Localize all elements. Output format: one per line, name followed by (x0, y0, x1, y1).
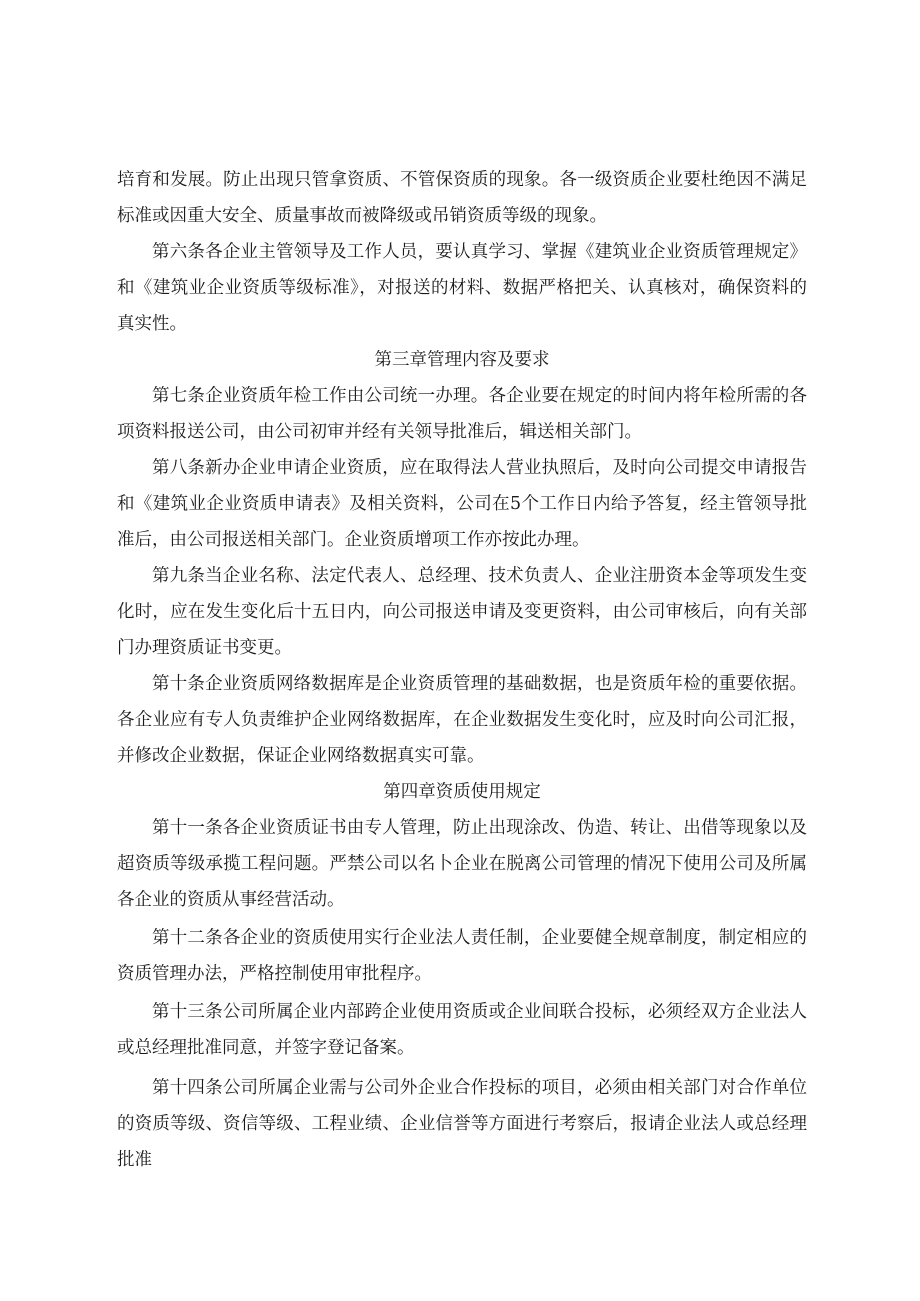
chapter-4-heading: 第四章资质使用规定 (383, 782, 541, 802)
article-13: 第十三条公司所属企业内部跨企业使用资质或企业间联合投标，必须经双方企业法人或总经理批准同意，并签字登记备案。 (117, 1002, 807, 1058)
article-11: 第十一条各企业资质证书由专人管理，防止出现涂改、伪造、转让、出借等现象以及超资质等级承揽工程问题。严禁公司以名卜企业在脱离公司管理的情况下使用公司及所属各企业的资质从事经营活动。 (117, 818, 807, 910)
article-7: 第七条企业资质年检工作由公司统一办理。各企业要在规定的时间内将年检所需的各项资料报送公司，由公司初审并经有关领导批准后，辑送相关部门。 (117, 386, 807, 442)
article-12: 第十二条各企业的资质使用实行企业法人责任制，企业要健全规章制度，制定相应的资质管理办法，严格控制使用审批程序。 (117, 928, 807, 984)
article-8: 第八条新办企业申请企业资质，应在取得法人营业执照后，及时向公司提交申请报告和《建筑业企业资质申请表》及相关资料，公司在5个工作日内给予答复，经主管领导批准后，由公司报送相关部门。企业资质增项工作亦按此办理。 (117, 458, 807, 550)
chapter-3-heading: 第三章管理内容及要求 (374, 350, 550, 370)
document-page (117, 162, 807, 1178)
article-10: 第十条企业资质网络数据库是企业资质管理的基础数据，也是资质年检的重要依据。各企业应有专人负责维护企业网络数据库，在企业数据发生变化时，应及时向公司汇报，并修改企业数据，保证企业网络数据真实可靠。 (117, 674, 807, 766)
paragraph-continuation: 培育和发展。防止出现只管拿资质、不管保资质的现象。各一级资质企业要杜绝因不满足标准或因重大安全、质量事故而被降级或吊销资质等级的现象。 (117, 170, 807, 226)
article-9: 第九条当企业名称、法定代表人、总经理、技术负责人、企业注册资本金等项发生变化时，应在发生变化后十五日内，向公司报送申请及变更资料，由公司审核后，向有关部门办理资质证书变更。 (117, 566, 807, 658)
article-6: 第六条各企业主管领导及工作人员，要认真学习、掌握《建筑业企业资质管理规定》和《建筑业企业资质等级标准》，对报送的材料、数据严格把关、认真核对，确保资料的真实性。 (117, 242, 807, 334)
article-14: 第十四条公司所属企业需与公司外企业合作投标的项目，必须由相关部门对合作单位的资质等级、资信等级、工程业绩、企业信誉等方面进行考察后，报请企业法人或总经理批准 (117, 1078, 807, 1170)
